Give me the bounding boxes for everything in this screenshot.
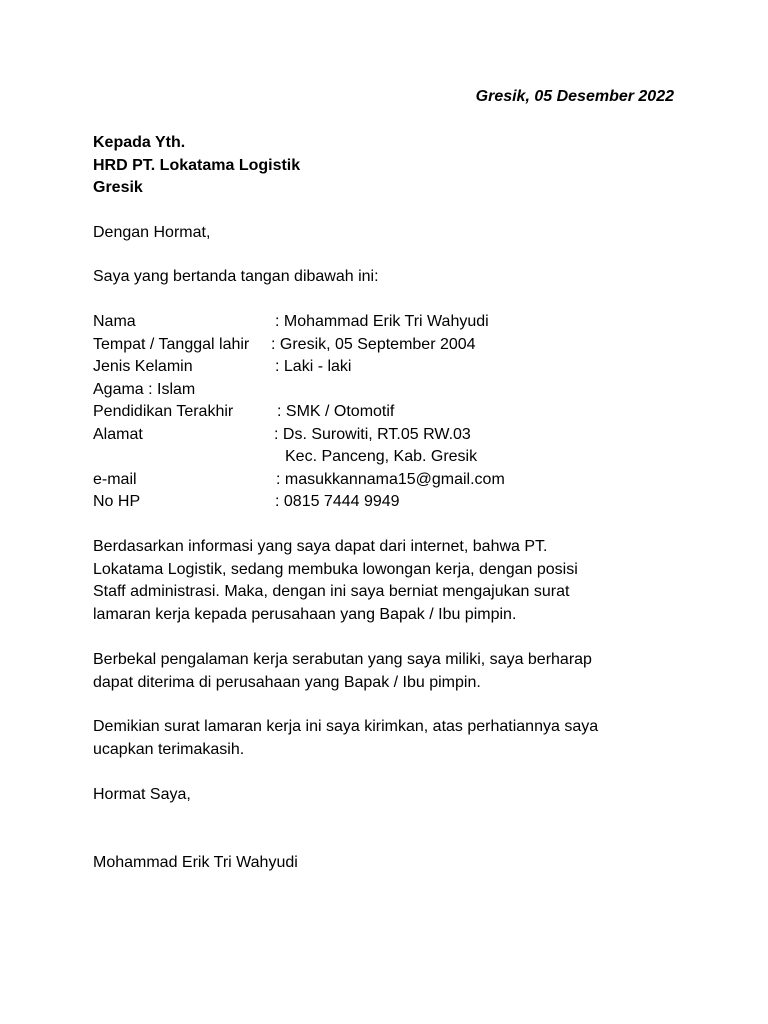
closing-text: Hormat Saya, bbox=[93, 786, 191, 803]
body-paragraph-3 bbox=[93, 716, 693, 761]
paragraph-line: Berdasarkan informasi yang saya dapat dari internet, bahwa PT. bbox=[93, 538, 548, 555]
field-value-ttl: : Gresik, 05 September 2004 bbox=[271, 335, 476, 353]
paragraph-line: lamaran kerja kepada perusahaan yang Bapak / Ibu pimpin. bbox=[93, 605, 517, 623]
body-paragraph-1 bbox=[93, 536, 693, 626]
body-paragraph-2 bbox=[93, 649, 693, 694]
field-value-alamat: : Ds. Surowiti, RT.05 RW.03 bbox=[274, 425, 471, 443]
field-value-email: : masukkannama15@gmail.com bbox=[276, 470, 505, 488]
signature-name: Mohammad Erik Tri Wahyudi bbox=[93, 854, 298, 871]
paragraph-line: Demikian surat lamaran kerja ini saya kirimkan, atas perhatiannya saya bbox=[93, 718, 599, 735]
paragraph-line: Berbekal pengalaman kerja serabutan yang saya miliki, saya berharap bbox=[93, 651, 592, 668]
field-label-pendidikan: Pendidikan Terakhir bbox=[93, 403, 234, 420]
recipient-line-1: Kepada Yth. bbox=[93, 134, 186, 151]
field-value-nama: : Mohammad Erik Tri Wahyudi bbox=[275, 313, 489, 330]
field-label-email: e-mail bbox=[93, 470, 137, 488]
field-value-jenis-kelamin: : Laki - laki bbox=[275, 358, 352, 375]
paragraph-line: Staff administrasi. Maka, dengan ini saya berniat mengajukan surat bbox=[93, 583, 570, 600]
salutation: Dengan Hormat, bbox=[93, 224, 211, 241]
field-label-hp: No HP bbox=[93, 493, 141, 510]
recipient-line-2: HRD PT. Lokatama Logistik bbox=[93, 156, 301, 174]
recipient-block bbox=[93, 132, 300, 200]
paragraph-line: dapat diterima di perusahaan yang Bapak / Ibu pimpin. bbox=[93, 673, 481, 691]
field-label-nama: Nama bbox=[93, 313, 136, 330]
field-value-hp: : 0815 7444 9949 bbox=[275, 493, 400, 510]
field-label-alamat: Alamat bbox=[93, 425, 143, 443]
field-value-alamat-2: Kec. Panceng, Kab. Gresik bbox=[285, 448, 478, 465]
field-label-ttl: Tempat / Tanggal lahir bbox=[93, 335, 250, 353]
field-value-pendidikan: : SMK / Otomotif bbox=[277, 403, 395, 420]
letter-date: Gresik, 05 Desember 2022 bbox=[475, 88, 674, 105]
intro-text: Saya yang bertanda tangan dibawah ini: bbox=[93, 268, 379, 285]
field-label-agama: Agama : Islam bbox=[93, 380, 196, 398]
recipient-line-3: Gresik bbox=[93, 179, 143, 196]
paragraph-line: Lokatama Logistik, sedang membuka lowongan kerja, dengan posisi bbox=[93, 560, 578, 578]
field-label-jenis-kelamin: Jenis Kelamin bbox=[93, 358, 193, 375]
paragraph-line: ucapkan terimakasih. bbox=[93, 740, 245, 758]
